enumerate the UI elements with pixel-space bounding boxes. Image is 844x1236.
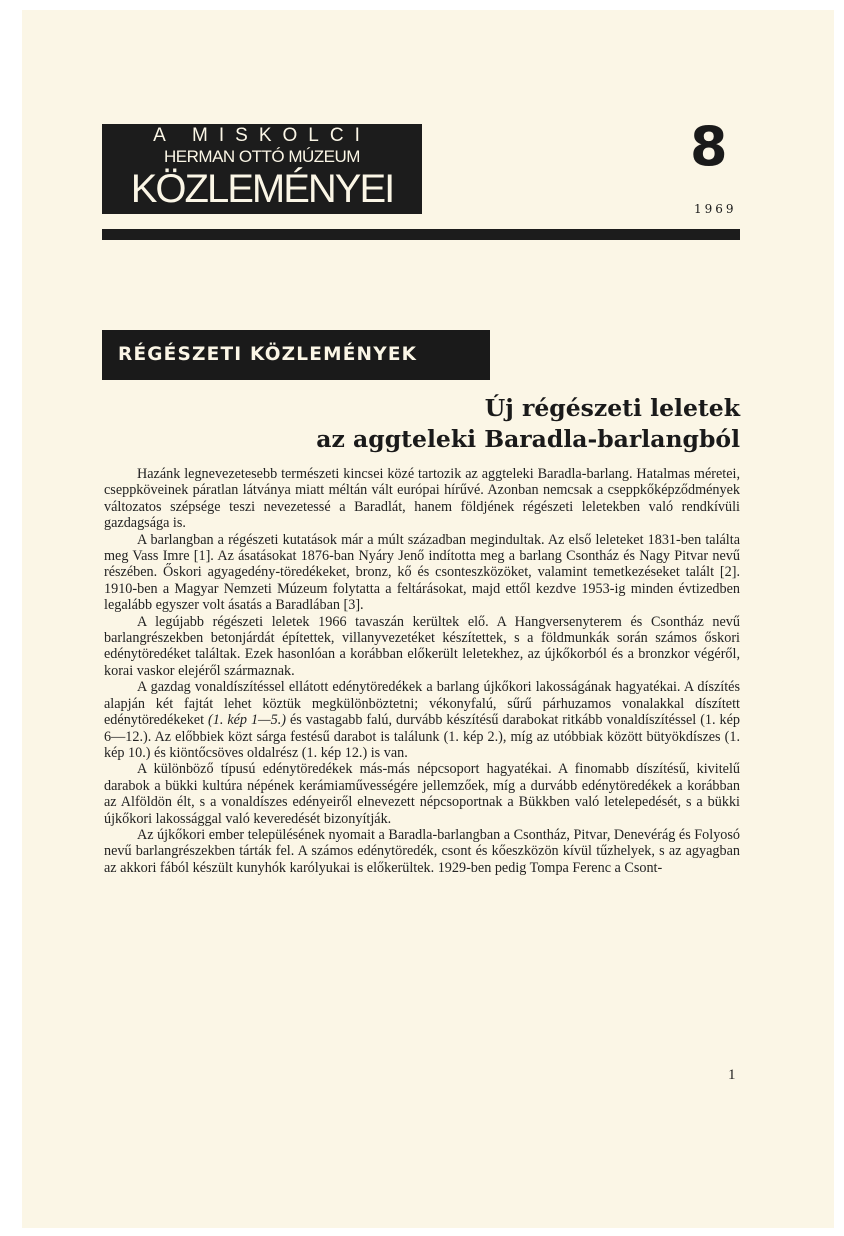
article-title-line-1: Új régészeti leletek xyxy=(484,394,740,422)
figure-reference: (1. kép 1—5.) xyxy=(208,712,287,729)
paragraph: Az újkőkori ember településének nyomait a Baradla-barlangban a Csontház, Pitvar, Denevérág és Folyosó nevű barlangrészekben tárták fel. A számos edénytöredék, csont és kőeszközön kívül tűzhelyek, s az agyagban az akkori fából készült kunyhók karólyukai is előkerültek. 1929-ben pedig Tompa Ferenc a Csont- xyxy=(104,826,740,876)
issue-year: 1969 xyxy=(694,202,737,216)
page-number: 1 xyxy=(728,1067,736,1083)
paragraph-text: és vastagabb falú, durvább készítésű darabokat ritkább vonaldíszítéssel (1. kép 6—12.). Az előbbiek közt sárga festésű darabot is találunk (1. kép 2.), míg az utóbbiak között bütyökdíszes (1. kép 10.) és kiöntőcsöves oldalrész (1. kép 12.) is van. xyxy=(104,712,740,761)
article-body xyxy=(104,466,740,876)
article-title-line-2: az aggteleki Baradla-barlangból xyxy=(316,425,740,453)
paragraph xyxy=(104,679,740,761)
paragraph: A legújabb régészeti leletek 1966 tavaszán kerültek elő. A Hangversenyterem és Csontház nevű barlangrészekben betonjárdát építettek, villanyvezetéket készítettek, s a földmunkák során számos őskori edénytöredéket találtak. Ezek hasonlóan a korábban előkerült leletekhez, az újkőkorból és a bronzkor végéről, korai vaskor elejéről származnak. xyxy=(104,613,740,679)
paragraph: Hazánk legnevezetesebb természeti kincsei közé tartozik az aggteleki Baradla-barlang. Hatalmas méretei, cseppköveinek páratlan látványa miatt méltán vált európai hírűvé. Azonban nemcsak a cseppkőképződmények változatos szépsége teszi nevezetessé a Baradlát, hanem földjének régészeti leletekben való rendkívüli gazdagsága is. xyxy=(104,466,740,532)
journal-masthead xyxy=(102,124,422,214)
issue-number: 8 xyxy=(690,115,728,178)
paragraph: A különböző típusú edénytöredékek más-más népcsoport hagyatékai. A finomabb díszítésű, kivitelű darabok a bükki kultúra népének kerámiaművességére jellemzőek, míg a durvább edénytöredékek a korábban az Alföldön élt, s a vonaldíszes edényeiről elnevezett népcsoportnak a Bükkben való letelepedését, s a bükki újkőkori lakossággal való keveredését bizonyítják. xyxy=(104,761,740,827)
masthead-line-3: KÖZLEMÉNYEI xyxy=(130,167,394,211)
paragraph: A barlangban a régészeti kutatások már a múlt században megindultak. Az első leleteket 1831-ben találta meg Vass Imre [1]. Az ásatásokat 1876-ban Nyáry Jenő indította meg a barlang Csontház és Nagy Pitvar nevű részében. Őskori agyagedény-töredékeket, bronz, kő és csonteszközöket, valamint temetkezéseket talált [2]. 1910-ben a Magyar Nemzeti Múzeum folytatta a feltárásokat, majd ettől kezdve 1953-ig minden évtizedben legalább egyszer volt ásatás a Baradlában [3]. xyxy=(104,531,740,614)
masthead-line-2: HERMAN OTTÓ MÚZEUM xyxy=(164,147,360,166)
masthead-line-1: A MISKOLCI xyxy=(153,125,371,146)
section-label: RÉGÉSZETI KÖZLEMÉNYEK xyxy=(102,330,490,380)
paragraph-text: A gazdag vonaldíszítéssel ellátott edénytöredékek a barlang újkőkori lakosságának hagyatékai. A díszítés alapján két fajtát lehet köztük megkülönböztetni; vékonyfalú, sűrű párhuzamos vonalakkal díszített edénytöredékeket xyxy=(104,679,740,729)
header-rule xyxy=(102,229,740,240)
